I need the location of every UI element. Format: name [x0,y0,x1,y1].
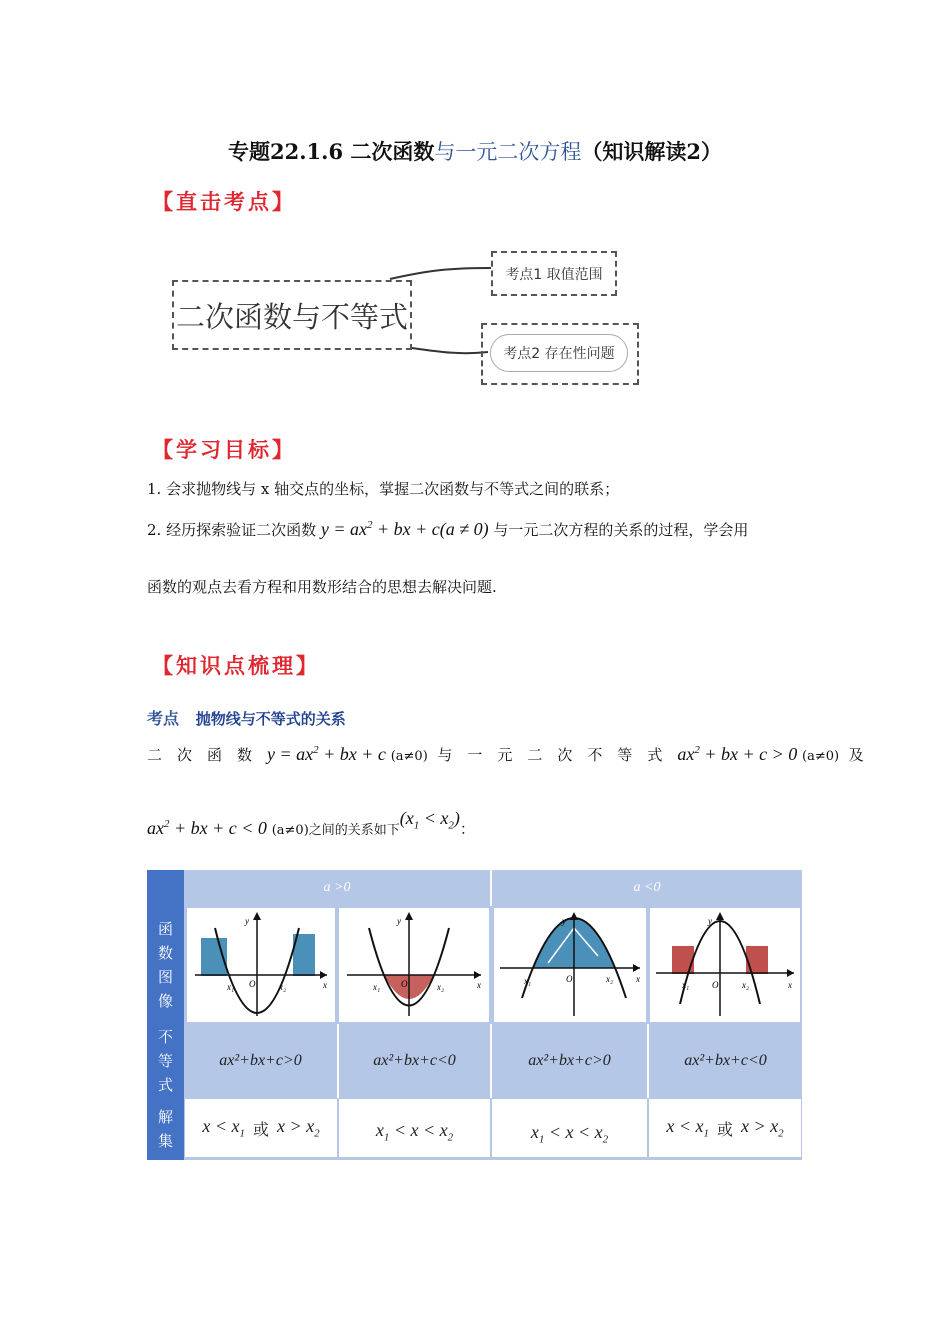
goal-2-prefix: 2. 经历探索验证二次函数 [147,521,317,539]
title-part2: 与一元二次方程 [434,140,582,164]
svg-text:x₁: x₁ [524,976,532,986]
relation-para-line2 [147,808,475,842]
key-point-heading [147,706,346,729]
svg-text:x₂: x₂ [279,982,287,992]
svg-text:O: O [249,979,256,989]
svg-text:x₂: x₂ [437,982,445,992]
graph-a-pos-lt [339,908,489,1022]
solution-cell-3: $x_1 < x < x_2$ [492,1099,647,1157]
title-part3: （知识解读2） [581,139,722,164]
table-corner [147,870,184,906]
row-label-inequality-text: 不等式 [157,1028,173,1094]
graph-a-pos-gt [187,908,335,1022]
relation-table [147,870,802,1160]
para-cond-2: (a≠0) [802,749,840,764]
svg-text:x₁: x₁ [373,982,381,992]
svg-text:x₁: x₁ [682,980,690,990]
formula-quadratic-function: $y = ax^2$ + bx + c(a ≠ 0) [320,519,489,539]
ineq-cell-4: ax²+bx+c<0 [649,1024,802,1098]
ineq-cell-3: ax²+bx+c>0 [492,1024,647,1098]
formula-function: $y = ax^2$ + bx + c [267,744,386,764]
goal-2-line2: 函数的观点去看方程和用数形结合的思想去解决问题. [147,578,497,596]
formula-ineq-lt: $ax^2$ + bx + c < 0 [147,818,267,838]
solution-or-1: 或 [252,1119,269,1139]
row-label-graph-text: 函数图像 [157,920,173,1010]
svg-text:x: x [788,980,792,990]
section-goals-heading: 【学习目标】 [152,437,296,462]
solution-cell-4: $x < x_1$ 或 $x > x_2$ [649,1099,801,1157]
svg-text:x: x [636,974,640,984]
key-point-title: 抛物线与不等式的关系 [195,710,346,728]
para-word-2: 与一元二次不等式 [437,746,678,764]
formula-ineq-gt: $ax^2$ + bx + c > 0 [677,744,798,764]
graph-a-neg-lt [650,908,800,1022]
svg-text:O: O [712,980,719,990]
svg-text:y: y [708,916,712,926]
svg-text:x: x [323,980,327,990]
title-part1: 专题22.1.6 二次函数 [227,139,435,164]
para-cond-3: (a≠0)之间的关系如下 [271,823,400,838]
svg-text:y: y [562,916,566,926]
goal-2-suffix: 与一元二次方程的关系的过程，学会用 [493,521,749,539]
row-label-solution-text: 解集 [157,1108,173,1150]
section-knowledge-heading: 【知识点梳理】 [152,653,320,678]
solution-or-2: 或 [716,1119,733,1139]
row-label-inequality [147,1024,184,1098]
section-exam-heading: 【直击考点】 [152,189,296,214]
formula-x1-lt-x2: $(x_1 < x_2)$ [399,808,460,832]
mindmap-main-node: 二次函数与不等式 [172,280,412,350]
goal-1: 1. 会求抛物线与 x 轴交点的坐标，掌握二次函数与不等式之间的联系； [147,480,620,498]
header-a-positive: a >0 [184,870,490,906]
svg-text:x₁: x₁ [227,982,235,992]
mindmap-branch-range: 考点1 取值范围 [491,251,617,296]
svg-text:O: O [401,979,408,989]
svg-text:x₂: x₂ [742,980,750,990]
ineq-cell-2: ax²+bx+c<0 [339,1024,490,1098]
ineq-cell-1: ax²+bx+c>0 [184,1024,337,1098]
para-end: ： [459,820,475,838]
svg-text:y: y [397,916,401,926]
mindmap-connectors [0,0,950,400]
header-a-negative: a <0 [492,870,802,906]
svg-text:x: x [477,980,481,990]
svg-text:x₂: x₂ [606,974,614,984]
para-cond-1: (a≠0) [390,749,428,764]
para-word-3: 及 [848,746,864,764]
solution-cell-1: $x < x_1$ 或 $x > x_2$ [185,1099,337,1157]
row-label-solution [147,1098,184,1160]
key-point-label: 考点 [147,709,180,728]
para-word-1: 二次函数 [147,746,268,764]
relation-para-line1 [147,744,864,765]
goal-2-line1 [147,519,748,540]
graph-a-neg-gt [494,908,646,1022]
svg-text:y: y [245,916,249,926]
solution-cell-2: $x_1 < x < x_2$ [339,1099,490,1157]
svg-text:O: O [566,974,573,984]
mindmap-branch-existence-label: 考点2 存在性问题 [490,334,628,372]
row-label-graph [147,906,184,1024]
mindmap-branch-existence [481,323,639,385]
